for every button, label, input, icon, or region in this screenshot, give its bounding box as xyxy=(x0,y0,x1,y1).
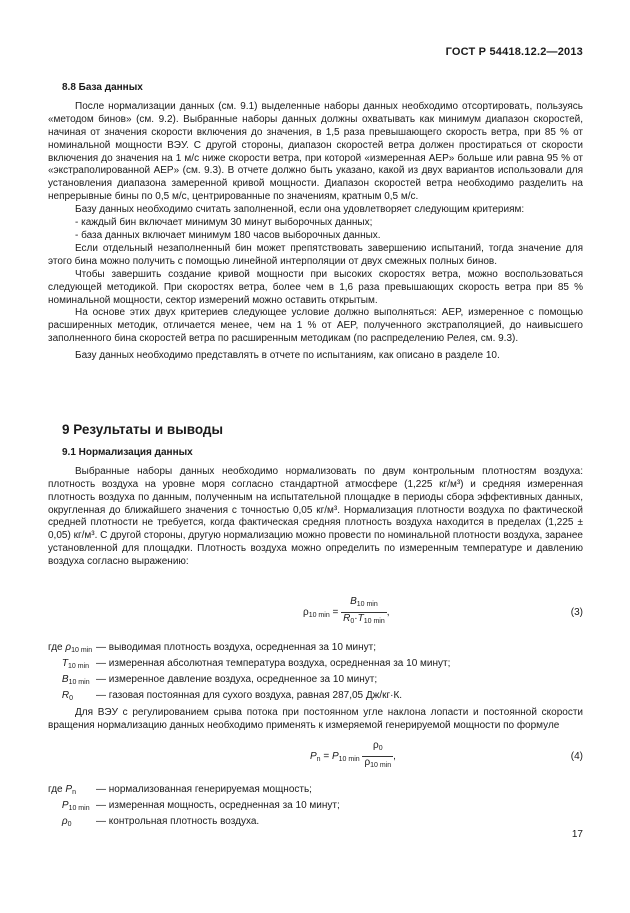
formula-3 xyxy=(48,596,583,636)
section-8-8 xyxy=(48,82,583,363)
formula-symbol: ρ xyxy=(364,756,371,768)
formula-operator: = xyxy=(332,607,339,619)
formula-subscript: 10 min xyxy=(363,617,385,625)
section-9 xyxy=(48,424,583,569)
legend-row xyxy=(48,642,583,658)
formula-subscript: 10 min xyxy=(308,612,330,620)
list-item: - каждый бин включает минимум 30 минут выборочных данных; xyxy=(75,217,373,229)
formula-4 xyxy=(48,740,583,780)
formula-symbol: P xyxy=(331,751,339,763)
legend-subscript: 10 min xyxy=(68,678,90,686)
formula-subscript: n xyxy=(316,756,321,764)
legend-symbol xyxy=(48,784,96,800)
paragraph: Базу данных необходимо представлять в отчете по испытаниям, как описано в разделе 10. xyxy=(75,350,500,362)
formula-symbol: ρ xyxy=(303,607,309,619)
legend-text: — выводимая плотность воздуха, осредненная за 10 минут; xyxy=(96,642,377,653)
legend-row xyxy=(48,674,583,690)
page-number: 17 xyxy=(571,829,583,840)
legend-symbol xyxy=(48,690,96,706)
formula-subscript: 10 min xyxy=(356,601,378,608)
legend-symbol-letter: T xyxy=(61,657,69,669)
formula-symbol: ρ xyxy=(373,740,379,751)
legend-row xyxy=(48,658,583,674)
formula-symbol: P xyxy=(310,751,317,763)
legend-row xyxy=(48,784,583,800)
legend-text: — контрольная плотность воздуха. xyxy=(96,815,260,827)
legend-symbol-letter: ρ xyxy=(65,642,72,653)
legend-subscript: 10 min xyxy=(68,804,90,812)
paragraph: На основе этих двух критериев следующее условие должно выполняться: AEP, измеренное с помощью расширенных методик, отличается менее, чем на 1 % от AEP, полученного экстраполяцией, до наивысшего заполненного бина скоростей ветра по расширенным методикам (по распределению Релея, см. 9.3). xyxy=(48,307,583,345)
equation-number: (4) xyxy=(570,751,583,762)
legend-text: — нормализованная генерируемая мощность; xyxy=(96,784,312,795)
paragraph: После нормализации данных (см. 9.1) выделенные наборы данных необходимо отсортировать, пользуясь «методом бинов» (см. 9.2). Выбранные наборы данных должны охватывать как минимум диапазон скоростей, начиная от значения скорости включения до значения, в 1,5 раза превышающего скорость ветра, при 85 % от номинальной мощности ВЭУ. С другой стороны, диапазон скоростей ветра должен простираться от скорости включения до значения на 1 м/с ниже скорости ветра, при которой «измеренная AEP» больше или равна 95 % от «экстраполированной AEP» (см. 9.3). В отчете должно быть указано, какой из двух вариантов использовали для установления диапазона замеренной кривой мощности. Диапазон скоростей ветра необходимо разделить на непрерывные бины по 0,5 м/с, центрированные по значениям, кратным 0,5 м/с. xyxy=(48,100,583,203)
legend-subscript: n xyxy=(72,789,76,796)
list-item: - база данных включает минимум 180 часов выборочных данных. xyxy=(75,229,381,241)
legend-symbol-letter: P xyxy=(65,784,73,795)
formula-operator: = xyxy=(323,751,330,763)
legend-prefix: где xyxy=(48,784,63,795)
fraction xyxy=(341,596,387,629)
legend-text: — газовая постоянная для сухого воздуха, равная 287,05 Дж/кг·К. xyxy=(96,689,403,701)
formula-punct: , xyxy=(393,751,396,763)
legend-text: — измеренная абсолютная температура воздуха, осредненная за 10 минут; xyxy=(96,657,451,669)
legend-symbol-letter: B xyxy=(61,673,69,685)
paragraph: Чтобы завершить создание кривой мощности при высоких скоростях ветра, можно воспользоваться следующей методикой. При скоростях ветра, более чем в 1,6 раза превышающих скорость ветра при 85 % номинальной мощности, сектор измерений можно оставить открытым. xyxy=(48,268,583,306)
paragraph: Базу данных необходимо считать заполненной, если она удовлетворяет следующим критериям: xyxy=(75,204,525,216)
formula-symbol: T xyxy=(357,612,364,624)
legend-symbol xyxy=(48,674,96,690)
formula-4-legend xyxy=(48,784,583,832)
legend-subscript: 0 xyxy=(67,820,72,828)
paragraph: Если отдельный незаполненный бин может препятствовать завершению испытаний, тогда значение для этого бина можно получить с помощью линейной интерполяции от двух смежных полных бинов. xyxy=(48,242,583,267)
formula-3-legend xyxy=(48,642,583,706)
legend-text: — измеренное давление воздуха, осредненное за 10 минут; xyxy=(96,673,378,685)
legend-subscript: 0 xyxy=(69,694,74,702)
formula-subscript: 10 min xyxy=(338,756,360,764)
legend-row xyxy=(48,690,583,706)
subsection-heading: 9.1 Нормализация данных xyxy=(62,446,193,458)
legend-symbol-letter: R xyxy=(61,689,70,701)
formula-symbol: R xyxy=(343,612,351,624)
legend-symbol xyxy=(48,658,96,674)
legend-symbol-letter: P xyxy=(61,799,69,811)
fraction xyxy=(362,740,393,773)
formula-symbol: B xyxy=(350,596,357,607)
legend-subscript: 10 min xyxy=(71,647,93,654)
formula-subscript: 10 min xyxy=(370,761,392,769)
legend-row xyxy=(48,816,583,832)
formula-operator: · xyxy=(354,612,358,624)
document-id-header: ГОСТ Р 54418.12.2—2013 xyxy=(445,46,583,58)
legend-symbol xyxy=(48,642,96,658)
legend-subscript: 10 min xyxy=(68,662,90,670)
section-heading: 9 Результаты и выводы xyxy=(62,422,224,437)
formula-subscript: 0 xyxy=(350,617,355,625)
legend-symbol-letter: ρ xyxy=(61,815,68,827)
legend-symbol xyxy=(48,816,96,832)
legend-prefix: где xyxy=(48,642,63,653)
equation-number: (3) xyxy=(570,607,583,618)
legend-row xyxy=(48,800,583,816)
formula-punct: , xyxy=(386,607,390,619)
paragraph: Для ВЭУ с регулированием срыва потока при постоянном угле наклона лопасти и постоянной скорости вращения нормализацию данных необходимо применять к измеряемой генерируемой мощности по формуле xyxy=(48,707,583,731)
legend-symbol xyxy=(48,800,96,816)
formula-subscript: 0 xyxy=(378,745,383,752)
section-heading: 8.8 База данных xyxy=(62,82,143,93)
legend-text: — измеренная мощность, осредненная за 10 минут; xyxy=(96,799,340,811)
section-9-paragraph-2 xyxy=(48,707,583,733)
paragraph: Выбранные наборы данных необходимо нормализовать по двум контрольным плотностям воздуха: плотность воздуха на уровне моря согласно стандартной атмосфере (1,225 кг/м³) и средняя измеренная плотность воздуха по данным, полученным на испытательной площадке в периоды сбора эффективных данных, округленная до ближайшего значения с точностью 0,05 кг/м³. Нормализация плотности воздуха по фактической средней плотности не требуется, когда фактическая средняя плотность воздуха находится в пределах (1,225 ± 0,05) кг/м³. С другой стороны, другую нормализацию можно провести по номинальной плотности воздуха, заранее установленной для площадки. Плотность воздуха можно определить по измеренным температуре и давлению воздуха согласно выражению: xyxy=(48,465,583,568)
